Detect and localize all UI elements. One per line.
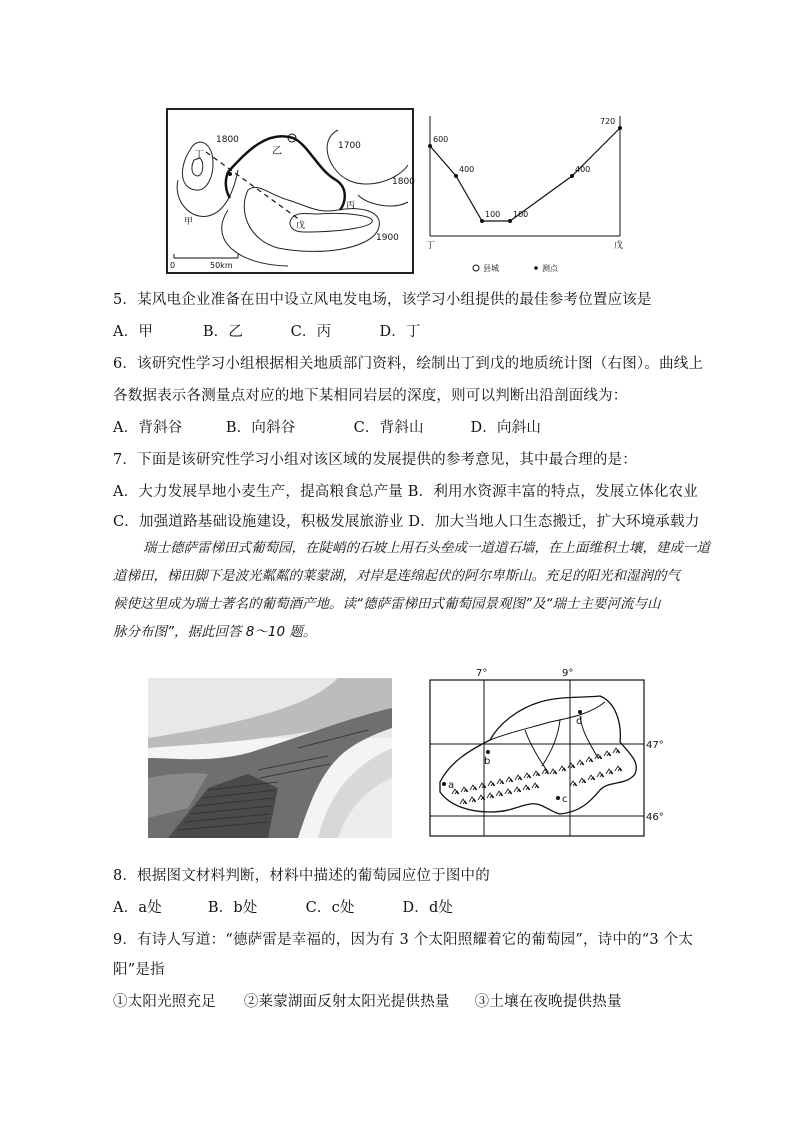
profile-value-label: 720 (600, 117, 616, 126)
point-a-dot (442, 782, 446, 786)
contour-label-1700: 1700 (338, 141, 361, 151)
contour-label-1900: 1900 (376, 233, 399, 243)
legend-county-icon (473, 265, 479, 271)
point-c-label: c (562, 794, 568, 805)
vineyard-photo-drawing (148, 678, 392, 838)
mountain-symbol (586, 757, 593, 762)
mountain-symbol (550, 769, 557, 774)
q5-options (113, 320, 421, 341)
q6-option-d[interactable]: D．向斜山 (470, 420, 542, 436)
mountain-symbol (615, 766, 622, 771)
mountain-symbol (505, 789, 512, 794)
mountain-symbol (588, 775, 595, 780)
mountain-symbol (506, 777, 513, 782)
mountain-symbol (479, 783, 486, 788)
mountain-symbol (524, 773, 531, 778)
x-label-wu: 戊 (614, 241, 624, 251)
q8-option-c[interactable]: C．c处 (305, 900, 355, 916)
mountain-symbol (460, 799, 467, 804)
contour-map-drawing (168, 110, 415, 272)
question-9-line2: 阳”是指 (113, 962, 165, 978)
mountain-symbol (523, 785, 530, 790)
profile-point (570, 174, 574, 178)
question-5: 5．某风电企业准备在田中设立风电发电场，该学习小组提供的最佳参考位置应该是 (113, 292, 652, 308)
profile-value-label: 100 (485, 210, 501, 219)
q9-options (113, 990, 622, 1011)
point-c-dot (556, 796, 560, 800)
q6-options (113, 416, 541, 437)
switzerland-map (430, 662, 700, 840)
profile-chart (420, 108, 632, 276)
point-a-label: a (448, 780, 455, 791)
question-9-line1: 9．有诗人写道：“德萨雷是幸福的，因为有 3 个太阳照耀着它的葡萄园”，诗中的“3 个太 (113, 932, 694, 948)
mountain-symbol (497, 779, 504, 784)
question-8: 8．根据图文材料判断，材料中描述的葡萄园应位于图中的 (113, 868, 490, 884)
profile-point (508, 219, 512, 223)
mountain-symbol (461, 787, 468, 792)
profile-point (618, 126, 622, 130)
mountain-symbol (604, 751, 611, 756)
scale-label: 50km (210, 261, 233, 270)
contour-map (166, 108, 414, 274)
profile-value-label: 400 (459, 165, 475, 174)
passage-line-2: 道梯田，梯田脚下是波光粼粼的莱蒙湖，对岸是连绵起伏的阿尔卑斯山。充足的阳光和湿润的气 (113, 568, 680, 584)
q5-option-c[interactable]: C．丙 (290, 324, 332, 340)
q5-option-a[interactable]: A．甲 (113, 324, 154, 340)
passage-line-4: 脉分布图”，据此回答 8～10 题。 (113, 624, 317, 640)
q9-option-2[interactable]: ②莱蒙湖面反射太阳光提供热量 (243, 994, 450, 1010)
profile-point (428, 144, 432, 148)
point-d-label: d (576, 716, 583, 727)
mountain-symbol (496, 791, 503, 796)
q8-options (113, 896, 453, 917)
point-b-label: b (484, 756, 491, 767)
q6-option-b[interactable]: B．向斜谷 (225, 420, 296, 436)
q9-option-1[interactable]: ①太阳光照充足 (113, 994, 216, 1010)
place-jia: 甲 (184, 217, 194, 227)
passage-line-1: 瑞士德萨雷梯田式葡萄园，在陡峭的石坡上用石头垒成一道道石墙，在上面维积土壤，建成一道 (143, 540, 710, 556)
lat-label-47: 47° (646, 740, 664, 751)
lat-label-46: 46° (646, 812, 664, 823)
legend-point: 测点 (542, 264, 558, 273)
mountain-symbol (559, 766, 566, 771)
q8-option-b[interactable]: B．b处 (207, 900, 258, 916)
profile-value-label: 100 (513, 210, 529, 219)
legend-county: 县城 (483, 264, 499, 273)
contour-label-1800-top: 1800 (216, 135, 239, 145)
q7-options-ab[interactable]: A．大力发展旱地小麦生产，提高粮食总产量 B．利用水资源丰富的特点，发展立体化农业 (113, 484, 698, 500)
mountain-symbol (568, 763, 575, 768)
switzerland-map-drawing (430, 662, 700, 840)
q9-option-3[interactable]: ③土壤在夜晚提供热量 (474, 994, 622, 1010)
mountain-symbol (597, 772, 604, 777)
mountain-symbol (488, 781, 495, 786)
point-d-dot (578, 710, 582, 714)
mountain-symbol (570, 781, 577, 786)
mountain-symbol (514, 787, 521, 792)
profile-line (430, 128, 620, 221)
contour-label-1800-right: 1800 (392, 177, 415, 187)
place-ding: 丁 (194, 150, 204, 161)
mountain-symbol (606, 769, 613, 774)
q6-option-c[interactable]: C．背斜山 (353, 420, 424, 436)
q8-option-a[interactable]: A．a处 (113, 900, 162, 916)
q6-option-a[interactable]: A．背斜谷 (113, 420, 183, 436)
mountain-symbol (469, 797, 476, 802)
vineyard-photo (148, 678, 392, 838)
mountain-symbol (613, 748, 620, 753)
q5-option-d[interactable]: D．丁 (379, 324, 421, 340)
question-6-line1: 6．该研究性学习小组根据相关地质部门资料，绘制出丁到戊的地质统计图（右图）。曲线上 (113, 356, 704, 372)
scale-zero: 0 (170, 261, 176, 270)
legend-point-icon (534, 266, 538, 270)
mountain-symbol (579, 778, 586, 783)
reading-passage (113, 534, 710, 646)
profile-value-label: 600 (433, 135, 449, 144)
mountain-symbol (532, 783, 539, 788)
profile-point (480, 219, 484, 223)
question-7: 7．下面是该研究性学习小组对该区域的发展提供的参考意见，其中最合理的是： (113, 452, 637, 468)
lon-label-7: 7° (476, 668, 488, 679)
point-b-dot (486, 750, 490, 754)
lon-label-9: 9° (562, 668, 574, 679)
mountain-symbol (470, 785, 477, 790)
mountain-symbol (533, 771, 540, 776)
mountain-symbol (515, 775, 522, 780)
profile-chart-svg (420, 108, 632, 276)
q8-option-d[interactable]: D．d处 (402, 900, 454, 916)
place-wu: 戊 (296, 221, 306, 231)
mountain-symbol (487, 793, 494, 798)
place-bing: 丙 (346, 201, 356, 211)
q7-options-cd[interactable]: C．加强道路基础设施建设，积极发展旅游业 D．加大当地人口生态搬迁，扩大环境承载力 (113, 514, 700, 530)
place-yi: 乙 (272, 146, 282, 157)
x-label-ding: 丁 (426, 241, 436, 251)
q5-option-b[interactable]: B．乙 (202, 324, 244, 340)
profile-value-label: 400 (575, 165, 591, 174)
passage-line-3: 候使这里成为瑞士著名的葡萄酒产地。读“德萨雷梯田式葡萄园景观图”及“瑞士主要河流与山 (113, 596, 661, 612)
question-6-line2: 各数据表示各测量点对应的地下某相同岩层的深度，则可以判断出沿剖面线为： (113, 388, 628, 404)
mountain-symbol (577, 760, 584, 765)
profile-point (454, 174, 458, 178)
